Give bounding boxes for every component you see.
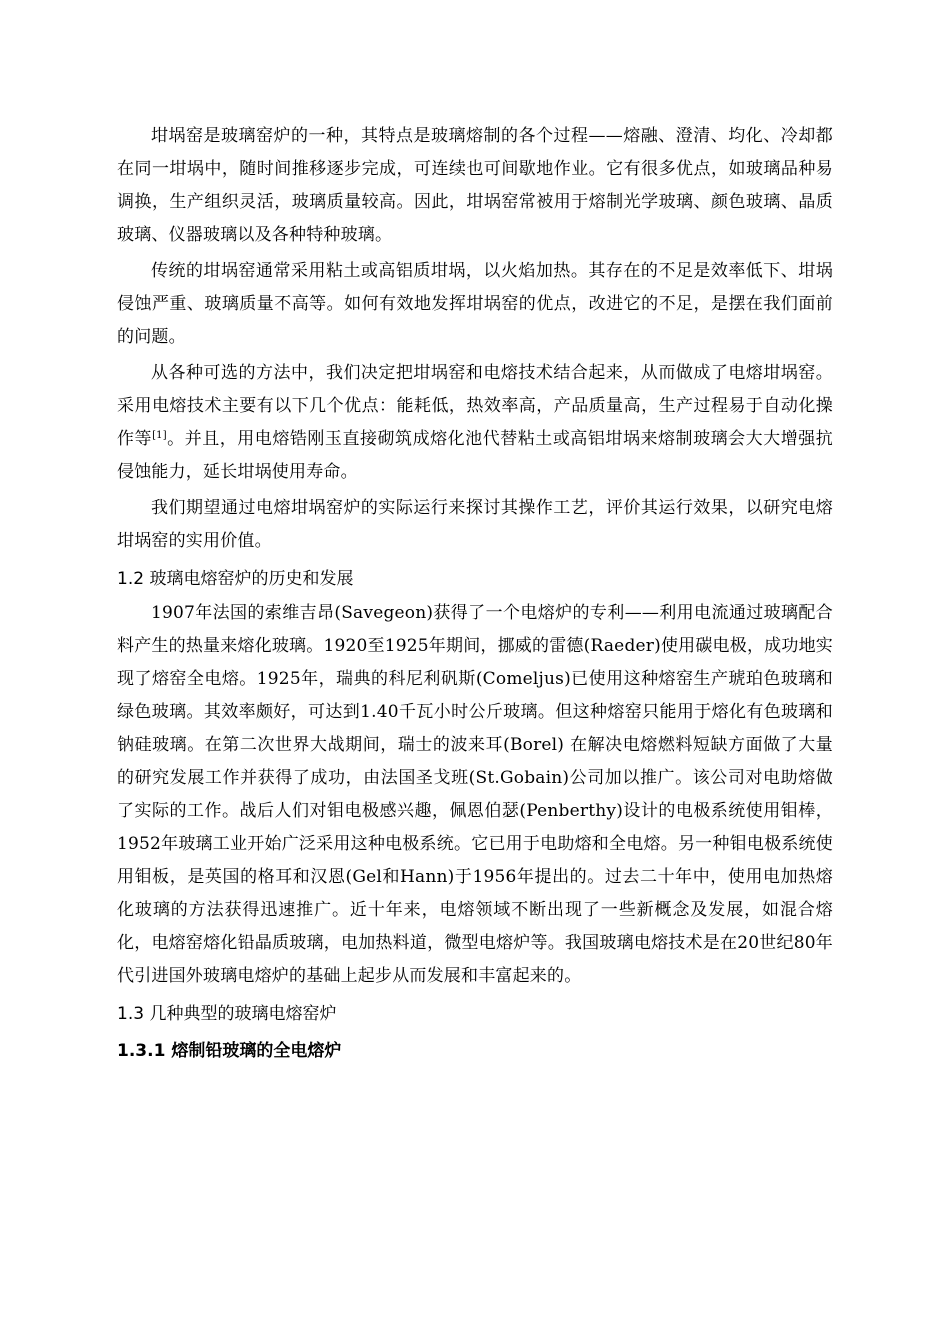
subsection-heading-1-3-1: 1.3.1 熔制铅玻璃的全电熔炉 bbox=[117, 1041, 342, 1061]
paragraph-crucible-kiln-intro: 坩埚窑是玻璃窑炉的一种，其特点是玻璃熔制的各个过程——熔融、澄清、均化、冷却都在同一坩埚中，随时间推移逐步完成，可连续也可间歇地作业。它有很多优点，如玻璃品种易调换，生产组织灵活，玻璃质量较高。因此，坩埚窑常被用于熔制光学玻璃、颜色玻璃、晶质玻璃、仪器玻璃以及各种特种玻璃。 bbox=[117, 126, 833, 245]
section-heading-1-3: 1.3 几种典型的玻璃电熔窑炉 bbox=[117, 1004, 337, 1024]
paragraph-history: 1907年法国的索维吉昂(Savegeon)获得了一个电熔炉的专利——利用电流通过玻璃配合料产生的热量来熔化玻璃。1920至1925年期间，挪威的雷德(Raeder)使用碳电极，成功地实现了熔窑全电熔。1925年，瑞典的科尼利矾斯(Comeljus)已使用这种熔窑生产琥珀色玻璃和绿色玻璃。其效率颇好，可达到1.40千瓦小时公斤玻璃。但这种熔窑只能用于熔化有色玻璃和钠硅玻璃。在第二次世界大战期间，瑞士的波来耳(Borel) 在解决电熔燃料短缺方面做了大量的研究发展工作并获得了成功，由法国圣戈班(St.Gobain)公司加以推广。该公司对电助熔做了实际的工作。战后人们对钼电极感兴趣，佩恩伯瑟(Penberthy)设计的电极系统使用钼棒，1952年玻璃工业开始广泛采用这种电极系统。它已用于电助熔和全电熔。另一种钼电极系统使用钼板，是英国的格耳和汉恩(Gel和Hann)于1956年提出的。过去二十年中，使用电加热熔化玻璃的方法获得迅速推广。近十年来，电熔领域不断出现了一些新概念及发展，如混合熔化，电熔窑熔化铅晶质玻璃，电加热料道，微型电熔炉等。我国玻璃电熔技术是在20世纪80年代引进国外玻璃电熔炉的基础上起步从而发展和丰富起来的。 bbox=[117, 603, 833, 986]
paragraph-electric-melting-method bbox=[117, 357, 833, 489]
citation-ref: [1] bbox=[152, 430, 167, 441]
section-heading-1-2: 1.2 玻璃电熔窑炉的历史和发展 bbox=[117, 569, 354, 589]
paragraph-text: 从各种可选的方法中，我们决定把坩埚窑和电熔技术结合起来，从而做成了电熔坩埚窑。采用电熔技术主要有以下几个优点：能耗低，热效率高，产品质量高，生产过程易于自动化操作等 bbox=[117, 363, 833, 449]
paragraph-traditional-crucible: 传统的坩埚窑通常采用粘土或高铝质坩埚，以火焰加热。其存在的不足是效率低下、坩埚侵蚀严重、玻璃质量不高等。如何有效地发挥坩埚窑的优点，改进它的不足，是摆在我们面前的问题。 bbox=[117, 261, 833, 347]
page-content bbox=[117, 120, 833, 1070]
paragraph-text: 。并且，用电熔锆刚玉直接砌筑成熔化池代替粘土或高铝坩埚来熔制玻璃会大大增强抗侵蚀能力，延长坩埚使用寿命。 bbox=[117, 429, 833, 482]
paragraph-research-goal: 我们期望通过电熔坩埚窑炉的实际运行来探讨其操作工艺，评价其运行效果，以研究电熔坩埚窑的实用价值。 bbox=[117, 498, 833, 551]
